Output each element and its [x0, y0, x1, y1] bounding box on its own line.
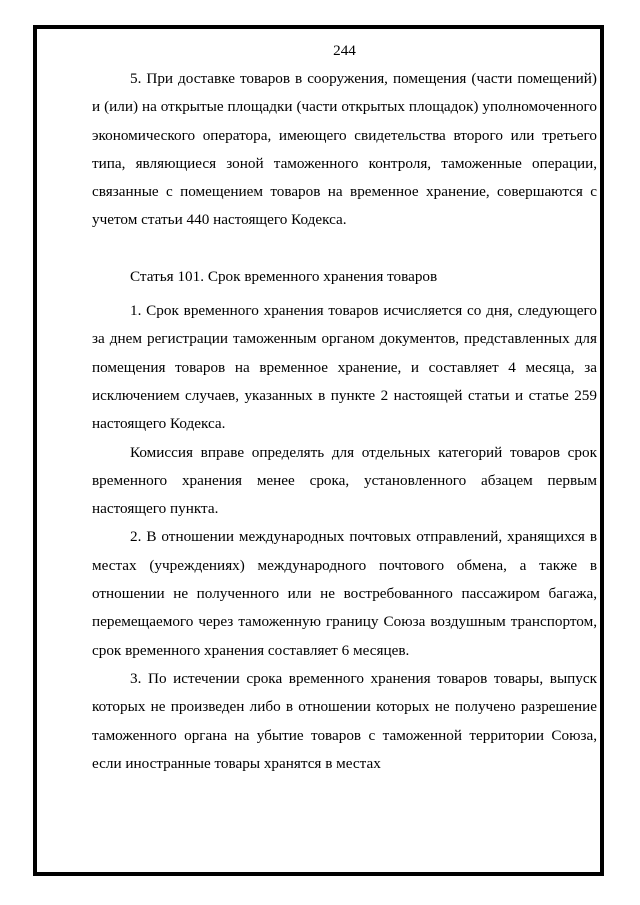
page-number: 244: [333, 42, 356, 59]
article-paragraph-1: 1. Срок временного хранения товаров исчисляется со дня, следующего за днем регистрации таможенным органом документов, представленных для помещения товаров на временное хранение, и составляет 4 месяца, за исключением случаев, указанных в пункте 2 настоящей статьи и статье 259 настоящего Кодекса.: [92, 302, 597, 433]
article-paragraph-2: 2. В отношении международных почтовых отправлений, хранящихся в местах (учреждениях) международного почтового обмена, а также в отношении не полученного или не востребованного пассажиром багажа, перемещаемого через таможенную границу Союза воздушным транспортом, срок временного хранения составляет 6 месяцев.: [92, 528, 597, 659]
article-paragraph-commission: Комиссия вправе определять для отдельных категорий товаров срок временного хранения менее срока, установленного абзацем первым настоящего пункта.: [92, 443, 597, 518]
paragraph-5: 5. При доставке товаров в сооружения, помещения (части помещений) и (или) на открытые площадки (части открытых площадок) уполномоченного экономического оператора, имеющего свидетельства второго или третьего типа, являющиеся зоной таможенного контроля, таможенные операции, связанные с помещением товаров на временное хранение, совершаются с учетом статьи 440 настоящего Кодекса.: [92, 70, 597, 229]
article-paragraph-3: 3. По истечении срока временного хранения товаров товары, выпуск которых не произведен либо в отношении которых не получено разрешение таможенного органа на убытие товаров с таможенной территории Союза, если иностранные товары хранятся в местах: [92, 669, 597, 772]
spacer: [92, 235, 597, 263]
article-heading: Статья 101. Срок временного хранения товаров: [130, 267, 438, 285]
document-page: [92, 37, 597, 778]
